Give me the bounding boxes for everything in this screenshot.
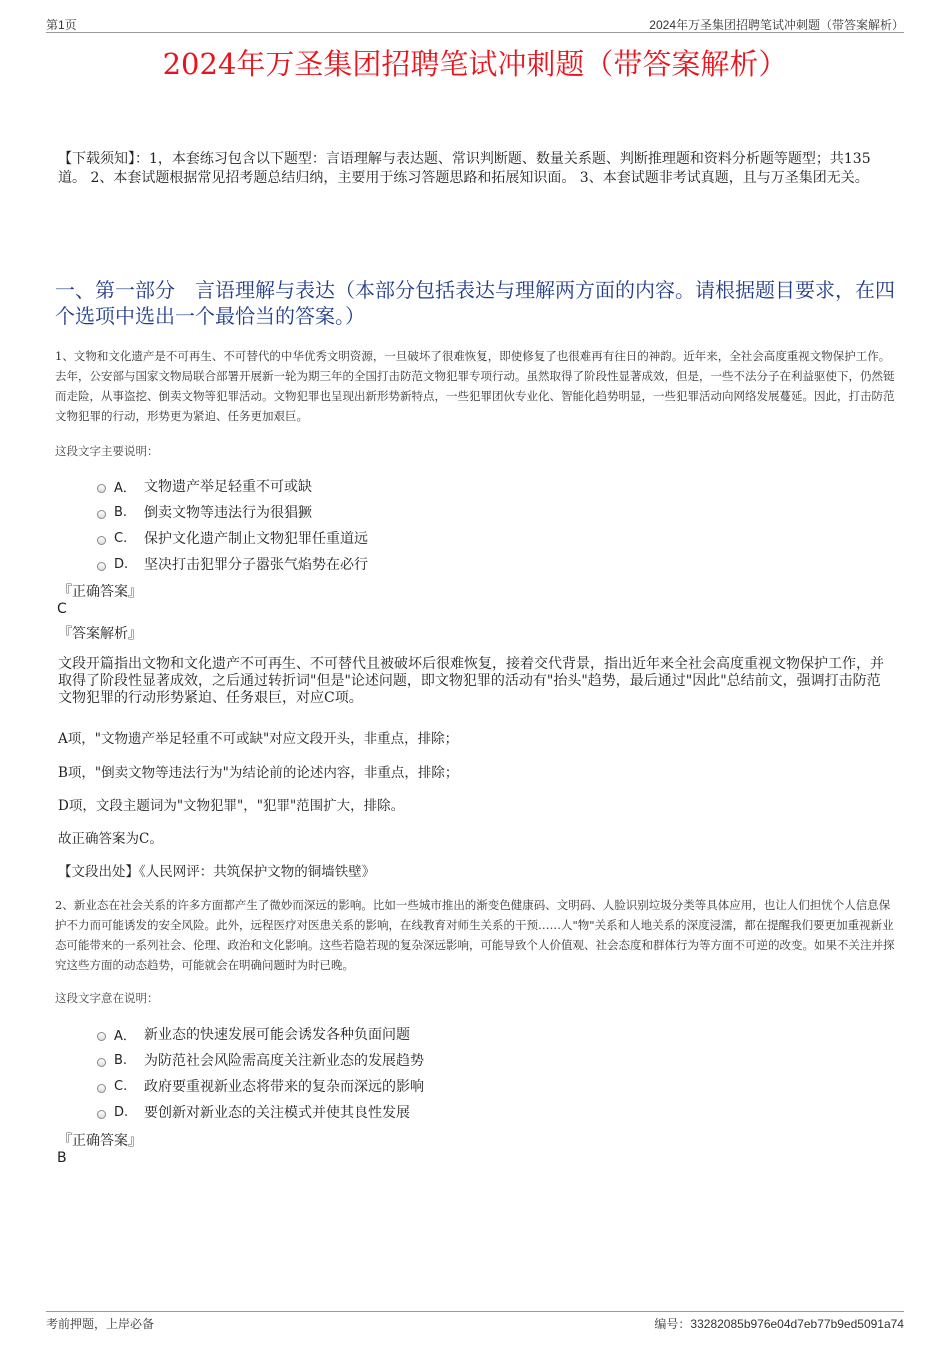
question-1-prompt: 这段文字主要说明： bbox=[55, 444, 159, 458]
radio-button[interactable] bbox=[97, 1032, 106, 1041]
radio-button[interactable] bbox=[97, 484, 106, 493]
question-2-options bbox=[97, 1021, 424, 1125]
page-header bbox=[46, 14, 904, 33]
radio-button[interactable] bbox=[97, 1084, 106, 1093]
option-b[interactable]: B. 为防范社会风险需高度关注新业态的发展趋势 bbox=[97, 1047, 424, 1073]
page-number: 第1页 bbox=[46, 18, 77, 32]
option-a[interactable]: A． 新业态的快速发展可能会诱发各种负面问题 bbox=[97, 1021, 424, 1047]
section-title: 一、第一部分 言语理解与表达（本部分包括表达与理解两方面的内容。请根据题目要求，在四个选项中选出一个最恰当的答案。） bbox=[55, 278, 895, 328]
option-d[interactable]: D. 要创新对新业态的关注模式并使其良性发展 bbox=[97, 1099, 424, 1125]
option-c[interactable]: C. 保护文化遗产制止文物犯罪任重道远 bbox=[97, 525, 368, 551]
footer-serial: 编号：33282085b976e04d7eb77b9ed5091a74 bbox=[654, 1317, 904, 1331]
radio-button[interactable] bbox=[97, 1110, 106, 1119]
analysis-conclusion: 故正确答案为C。 bbox=[58, 831, 163, 847]
analysis-text: 文段开篇指出文物和文化遗产不可再生、不可替代且被破坏后很难恢复，接着交代背景，指出近年来全社会高度重视文物保护工作，并取得了阶段性显著成效，之后通过转折词"但是"论述问题，即文物犯罪的活动有"抬头"趋势，最后通过"因此"总结前文，强调打击防范文物犯罪的行动形势紧迫、任务艰巨，对应C项。 bbox=[58, 656, 884, 706]
question-2-prompt: 这段文字意在说明： bbox=[55, 991, 159, 1005]
correct-answer-label: 『正确答案』 bbox=[58, 584, 142, 600]
question-1-stem: 1、文物和文化遗产是不可再生、不可替代的中华优秀文明资源，一旦破坏了很难恢复，即使修复了也很难再有往日的神韵。近年来，全社会高度重视文物保护工作。去年，公安部与国家文物局联合部署开展新一轮为期三年的全国打击防范文物犯罪专项行动。虽然取得了阶段性显著成效，但是，一些不法分子在利益驱使下，仍然铤而走险，从事盗挖、倒卖文物等犯罪活动。文物犯罪也呈现出新形势新特点，一些犯罪团伙专业化、智能化趋势明显，一些犯罪活动向网络发展蔓延。因此，打击防范文物犯罪的行动，形势更为紧迫、任务更加艰巨。 bbox=[55, 349, 895, 423]
analysis-line-a: A项，"文物遗产举足轻重不可或缺"对应文段开头，非重点，排除； bbox=[58, 731, 459, 747]
option-d[interactable]: D. 坚决打击犯罪分子嚣张气焰势在必行 bbox=[97, 551, 368, 577]
correct-answer: C bbox=[57, 601, 67, 617]
footer-slogan: 考前押题，上岸必备 bbox=[46, 1317, 155, 1331]
radio-button[interactable] bbox=[97, 1058, 106, 1067]
header-doc-title: 2024年万圣集团招聘笔试冲刺题（带答案解析） bbox=[649, 18, 904, 32]
option-a[interactable]: A． 文物遗产举足轻重不可或缺 bbox=[97, 473, 368, 499]
analysis-label: 『答案解析』 bbox=[58, 626, 142, 642]
correct-answer-label: 『正确答案』 bbox=[58, 1133, 142, 1149]
document-title: 2024年万圣集团招聘笔试冲刺题（带答案解析） bbox=[162, 47, 788, 81]
question-1-options bbox=[97, 473, 368, 577]
option-c[interactable]: C. 政府要重视新业态将带来的复杂而深远的影响 bbox=[97, 1073, 424, 1099]
page-footer bbox=[46, 1311, 904, 1331]
correct-answer: B bbox=[57, 1150, 67, 1166]
radio-button[interactable] bbox=[97, 510, 106, 519]
passage-source: 【文段出处】《人民网评：共筑保护文物的铜墙铁壁》 bbox=[58, 864, 376, 880]
radio-button[interactable] bbox=[97, 562, 106, 571]
download-notice: 【下载须知】：1，本套练习包含以下题型：言语理解与表达题、常识判断题、数量关系题、判断推理题和资料分析题等题型；共135道。 2、本套试题根据常见招考题总结归纳，主要用于练习答题思路和拓展知识面。 3、本套试题非考试真题，且与万圣集团无关。 bbox=[58, 151, 871, 186]
radio-button[interactable] bbox=[97, 536, 106, 545]
option-b[interactable]: B. 倒卖文物等违法行为很猖獗 bbox=[97, 499, 368, 525]
analysis-line-b: B项，"倒卖文物等违法行为"为结论前的论述内容，非重点，排除； bbox=[58, 765, 459, 781]
question-2-stem: 2、新业态在社会关系的许多方面都产生了微妙而深远的影响。比如一些城市推出的渐变色健康码、文明码、人脸识别垃圾分类等具体应用，也让人们担忧个人信息保护不力而可能诱发的安全风险。此外，远程医疗对医患关系的影响，在线教育对师生关系的干预……人"物"关系和人地关系的深度浸濡，都在提醒我们要更加重视新业态可能带来的一系列社会、伦理、政治和文化影响。这些若隐若现的复杂深远影响，可能导致个人价值观、社会态度和群体行为等方面不可逆的改变。如果不关注并探究这些方面的动态趋势，可能就会在明确问题时为时已晚。 bbox=[55, 898, 895, 972]
analysis-line-d: D项，文段主题词为"文物犯罪"，"犯罪"范围扩大，排除。 bbox=[58, 798, 405, 814]
